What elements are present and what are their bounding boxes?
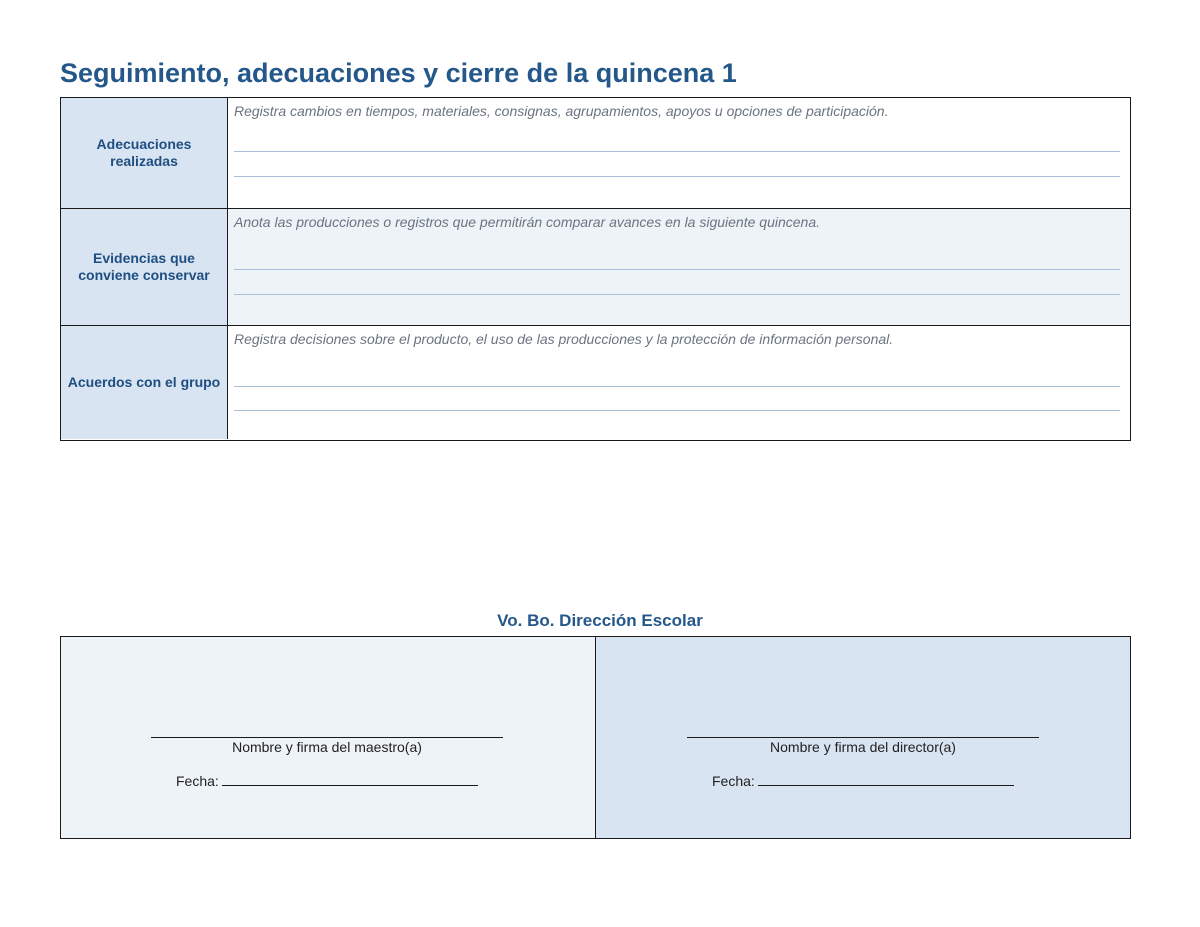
row-hint-evidencias: Anota las producciones o registros que permitirán comparar avances en la siguiente quincena.	[234, 214, 821, 230]
teacher-date-line	[222, 773, 478, 786]
director-date-label: Fecha:	[712, 773, 755, 789]
director-signature-line	[687, 737, 1039, 738]
page-title: Seguimiento, adecuaciones y cierre de la quincena 1	[60, 58, 737, 88]
row-hint-adecuaciones: Registra cambios en tiempos, materiales, consignas, agrupamientos, apoyos u opciones de participación.	[234, 103, 889, 119]
row-label-adecuaciones: Adecuaciones realizadas	[61, 98, 228, 208]
writing-line	[234, 176, 1120, 177]
director-signature-label: Nombre y firma del director(a)	[770, 739, 956, 755]
director-date-field[interactable]	[712, 773, 1014, 789]
director-date-line	[758, 773, 1014, 786]
teacher-signature-label: Nombre y firma del maestro(a)	[232, 739, 422, 755]
approval-heading: Vo. Bo. Dirección Escolar	[497, 611, 703, 630]
tracking-table	[60, 97, 1131, 441]
writing-line	[234, 386, 1120, 387]
writing-line	[234, 269, 1120, 270]
row-hint-acuerdos: Registra decisiones sobre el producto, el uso de las producciones y la protección de información personal.	[234, 331, 894, 347]
teacher-date-label: Fecha:	[176, 773, 219, 789]
teacher-signature-cell[interactable]	[61, 637, 596, 838]
writing-line	[234, 410, 1120, 411]
table-row-adecuaciones	[61, 98, 1130, 208]
director-signature-cell[interactable]	[596, 637, 1130, 838]
writing-line	[234, 294, 1120, 295]
table-row-acuerdos	[61, 325, 1130, 439]
row-label-acuerdos: Acuerdos con el grupo	[61, 326, 228, 439]
signature-table	[60, 636, 1131, 839]
row-content-evidencias[interactable]	[228, 209, 1130, 325]
table-row-evidencias	[61, 208, 1130, 325]
row-content-acuerdos[interactable]	[228, 326, 1130, 439]
row-content-adecuaciones[interactable]	[228, 98, 1130, 208]
teacher-date-field[interactable]	[176, 773, 478, 789]
writing-line	[234, 151, 1120, 152]
row-label-evidencias: Evidencias que conviene conservar	[61, 209, 228, 325]
teacher-signature-line	[151, 737, 503, 738]
